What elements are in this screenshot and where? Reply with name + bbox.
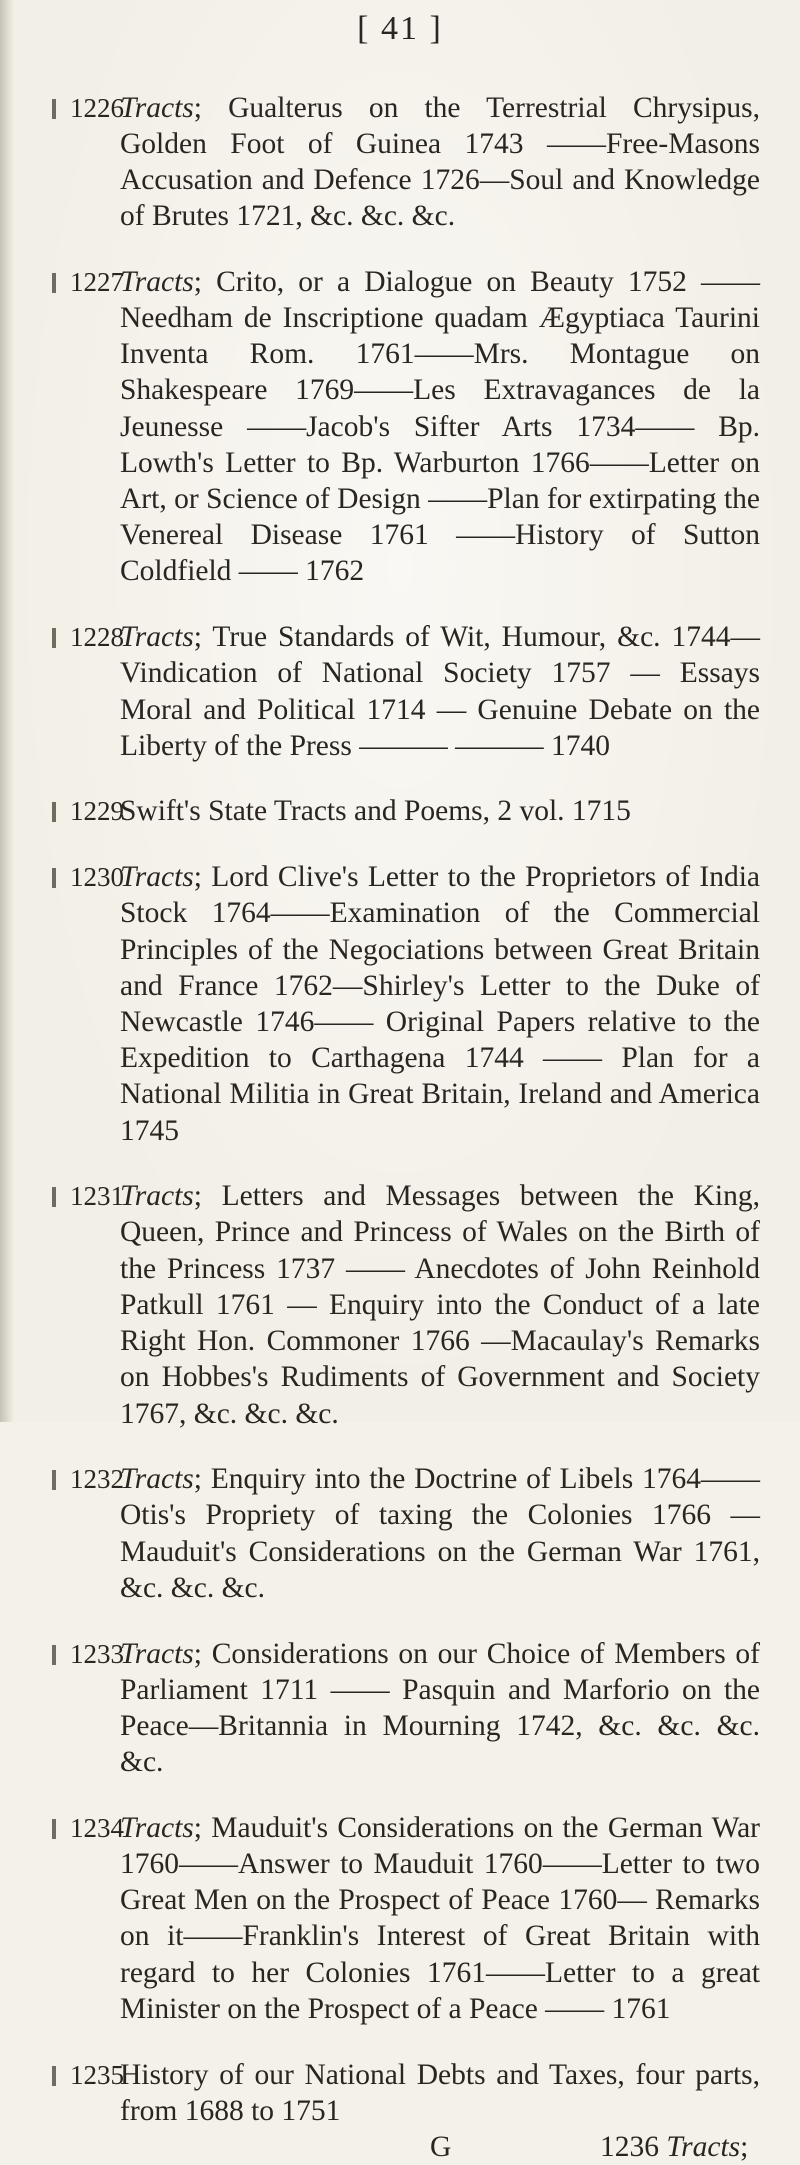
lot-number: 1235 bbox=[70, 2059, 124, 2090]
lot-number: 1232 bbox=[70, 1464, 124, 1495]
catalogue-entry bbox=[0, 1636, 800, 1781]
catalogue-entry bbox=[0, 859, 800, 1149]
entry-title: Tracts bbox=[120, 265, 194, 298]
entry-title: Tracts bbox=[120, 861, 194, 894]
margin-mark bbox=[52, 1819, 56, 1839]
entry-text: ; Considerations on our Choice of Members of Parliament 1711 —— Pasquin and Marforio on the Peace—Britannia in Mourning 1742, &c. &c. &c. &c. bbox=[120, 1637, 760, 1779]
catalogue-entry bbox=[0, 1810, 800, 2027]
lot-number: 1229 bbox=[70, 796, 124, 827]
catalogue-entry bbox=[0, 2057, 800, 2129]
entry-title: Tracts bbox=[120, 1463, 194, 1496]
entry-text: ; True Standards of Wit, Humour, &c. 1744— Vindication of National Society 1757 — Essays Moral and Political 1714 — Genuine Debate on the Liberty of the Press ——— ——— 1740 bbox=[120, 621, 760, 762]
lot-number: 1226 bbox=[70, 92, 124, 123]
entry-text: History of our National Debts and Taxes, four parts, from 1688 to 1751 bbox=[120, 2058, 760, 2127]
entry-title: Tracts bbox=[120, 1811, 194, 1844]
catalogue-entry bbox=[0, 264, 800, 590]
lot-number: 1227 bbox=[70, 266, 124, 297]
entry-title: Tracts bbox=[120, 1180, 194, 1213]
entry-title: Tracts bbox=[120, 91, 194, 124]
lot-number: 1231 bbox=[70, 1181, 124, 1212]
catchword-title: Tracts bbox=[666, 2130, 741, 2163]
catalogue-entry bbox=[0, 90, 800, 235]
entry-text: ; Gualterus on the Terrestrial Chrysipus, Golden Foot of Guinea 1743 ——Free-Masons Accusation and Defence 1726—Soul and Knowledge of Brutes 1721, &c. &c. &c. bbox=[120, 91, 760, 233]
margin-mark bbox=[52, 802, 56, 822]
signature-mark: G bbox=[430, 2130, 452, 2163]
lot-number: 1228 bbox=[70, 622, 124, 653]
catchword-lot: 1236 bbox=[600, 2130, 659, 2163]
margin-mark bbox=[52, 2066, 56, 2086]
catchword-rest: ; bbox=[740, 2130, 749, 2163]
margin-mark bbox=[52, 1187, 56, 1207]
margin-mark bbox=[52, 1645, 56, 1665]
catalogue-entry bbox=[0, 1461, 800, 1606]
catalogue-entry bbox=[0, 793, 800, 829]
lot-number: 1230 bbox=[70, 862, 124, 893]
margin-mark bbox=[52, 273, 56, 293]
entry-title: Tracts bbox=[120, 621, 194, 654]
page-number: [ 41 ] bbox=[357, 10, 443, 47]
catchword bbox=[600, 2129, 748, 2165]
catalogue-entry bbox=[0, 619, 800, 764]
lot-number: 1233 bbox=[70, 1638, 124, 1669]
margin-mark bbox=[52, 628, 56, 648]
page-footer bbox=[0, 2129, 800, 2165]
entry-text: ; Mauduit's Considerations on the German War 1760——Answer to Mauduit 1760——Letter to two Great Men on the Prospect of Peace 1760— Remarks on it——Franklin's Interest of Great Britain with regard to her Colonies 1761——Letter to a great Minister on the Prospect of a Peace —— 1761 bbox=[120, 1811, 760, 2025]
entry-text: ; Enquiry into the Doctrine of Libels 1764—— Otis's Propriety of taxing the Colonies 1766 — Mauduit's Considerations on the German War 1761, &c. &c. &c. bbox=[120, 1463, 760, 1604]
margin-mark bbox=[52, 868, 56, 888]
entry-text: Swift's State Tracts and Poems, 2 vol. 1715 bbox=[120, 795, 631, 828]
margin-mark bbox=[52, 99, 56, 119]
entry-text: ; Crito, or a Dialogue on Beauty 1752 —— Needham de Inscriptione quadam Ægyptiaca Taurini Inventa Rom. 1761——Mrs. Montague on Shakespeare 1769——Les Extravagances de la Jeunesse ——Jacob's Sifter Arts 1734—— Bp. Lowth's Letter to Bp. Warburton 1766——Letter on Art, or Science of Design ——Plan for extirpating the Venereal Disease 1761 ——History of Sutton Coldfield —— 1762 bbox=[120, 265, 760, 588]
margin-mark bbox=[52, 1470, 56, 1490]
entry-list bbox=[0, 60, 800, 2165]
entry-text: ; Letters and Messages between the King, Queen, Prince and Princess of Wales on the Birth of the Princess 1737 —— Anecdotes of John Reinhold Patkull 1761 — Enquiry into the Conduct of a late Right Hon. Commoner 1766 —Macaulay's Remarks on Hobbes's Rudiments of Government and Society 1767, &c. &c. &c. bbox=[120, 1180, 760, 1430]
catalogue-entry bbox=[0, 1178, 800, 1431]
entry-text: ; Lord Clive's Letter to the Proprietors of India Stock 1764——Examination of the Commercial Principles of the Negociations between Great Britain and France 1762—Shirley's Letter to the Duke of Newcastle 1746—— Original Papers relative to the Expedition to Carthagena 1744 —— Plan for a National Militia in Great Britain, Ireland and America 1745 bbox=[120, 861, 760, 1147]
lot-number: 1234 bbox=[70, 1812, 124, 1843]
entry-title: Tracts bbox=[120, 1637, 194, 1670]
